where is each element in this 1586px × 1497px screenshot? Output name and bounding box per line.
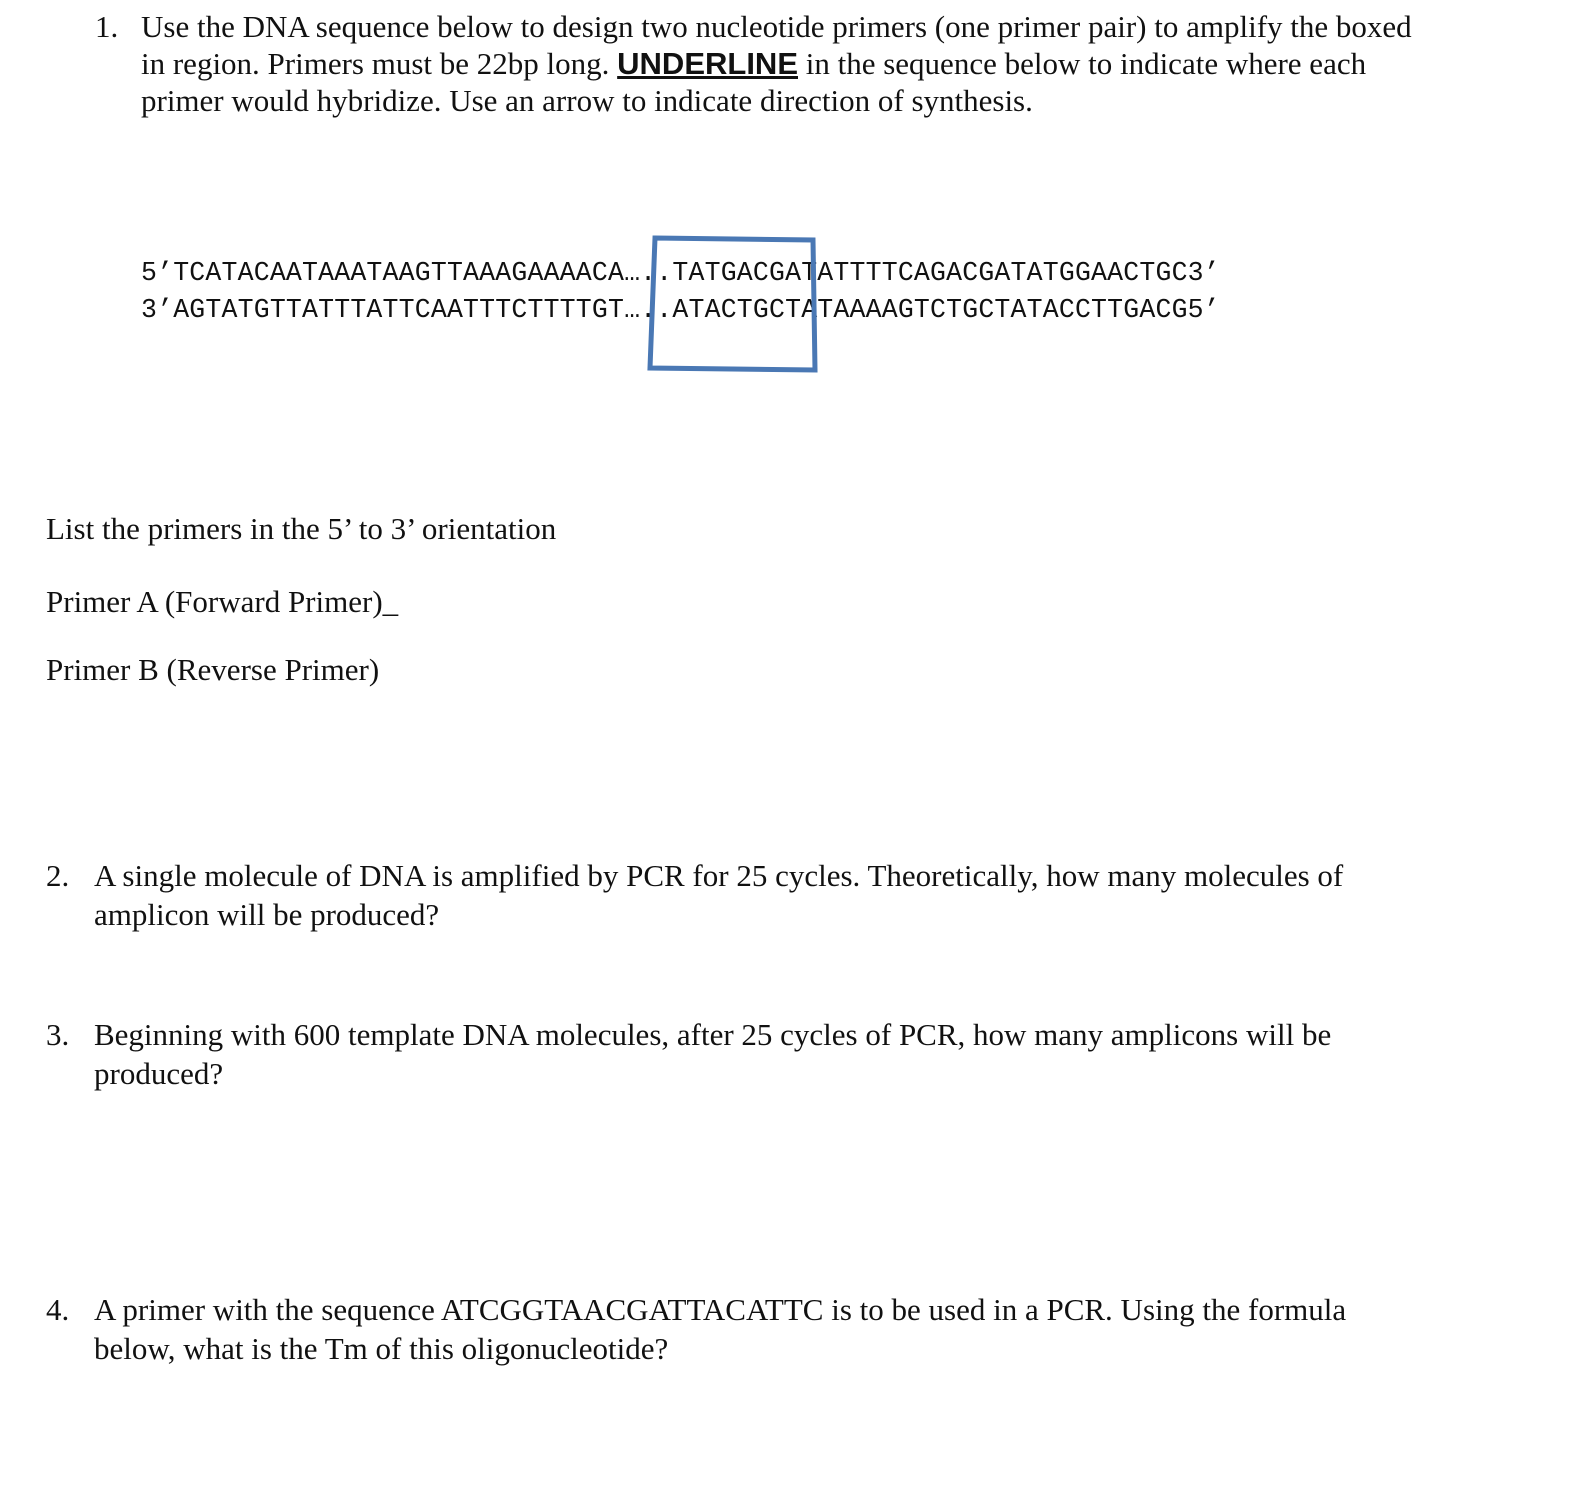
question-2-number: 2. — [46, 858, 70, 893]
question-1-line-1: Use the DNA sequence below to design two nucleotide primers (one primer pair) to amplify the boxed — [141, 9, 1412, 44]
question-1-line-2-end: in the sequence below to indicate where each — [798, 46, 1367, 81]
dna-top-strand: 5’TCATACAATAAATAAGTTAAAGAAAACA…..TATGACGATATTTTCAGACGATATGGAACTGC3’ — [141, 258, 1220, 288]
question-4-line-1: A primer with the sequence ATCGGTAACGATTACATTC is to be used in a PCR. Using the formula — [94, 1292, 1347, 1327]
question-2-text — [94, 856, 1534, 934]
dna-bottom-strand: 3’AGTATGTTATTTATTCAATTTCTTTTGT…..ATACTGCTATAAAAGTCTGCTATACCTTGACG5’ — [141, 295, 1220, 325]
question-1-line-2-start: in region. Primers must be 22bp long. — [141, 46, 618, 81]
question-2-line-1: A single molecule of DNA is amplified by PCR for 25 cycles. Theoretically, how many molecules of — [94, 858, 1344, 893]
question-1-line-3: primer would hybridize. Use an arrow to indicate direction of synthesis. — [141, 83, 1033, 118]
primer-list-instruction: List the primers in the 5’ to 3’ orientation — [46, 511, 557, 546]
question-3-number: 3. — [46, 1017, 70, 1052]
primer-b-label: Primer B (Reverse Primer) — [46, 652, 380, 687]
question-3-line-2: produced? — [94, 1056, 224, 1091]
question-4-text — [94, 1290, 1534, 1368]
question-4-line-2: below, what is the Tm of this oligonucleotide? — [94, 1331, 669, 1366]
question-3-line-1: Beginning with 600 template DNA molecules, after 25 cycles of PCR, how many amplicons will be — [94, 1017, 1332, 1052]
primer-a-label: Primer A (Forward Primer)_ — [46, 584, 399, 619]
boxed-region — [640, 232, 830, 378]
question-1-text — [141, 8, 1561, 119]
question-1-line-2 — [141, 45, 1561, 82]
question-2-line-2: amplicon will be produced? — [94, 897, 440, 932]
question-1-number: 1. — [95, 9, 119, 44]
question-3-text — [94, 1015, 1534, 1093]
boxed-region-outline — [650, 238, 815, 370]
question-4-number: 4. — [46, 1292, 70, 1327]
underline-emphasis: UNDERLINE — [617, 46, 798, 81]
